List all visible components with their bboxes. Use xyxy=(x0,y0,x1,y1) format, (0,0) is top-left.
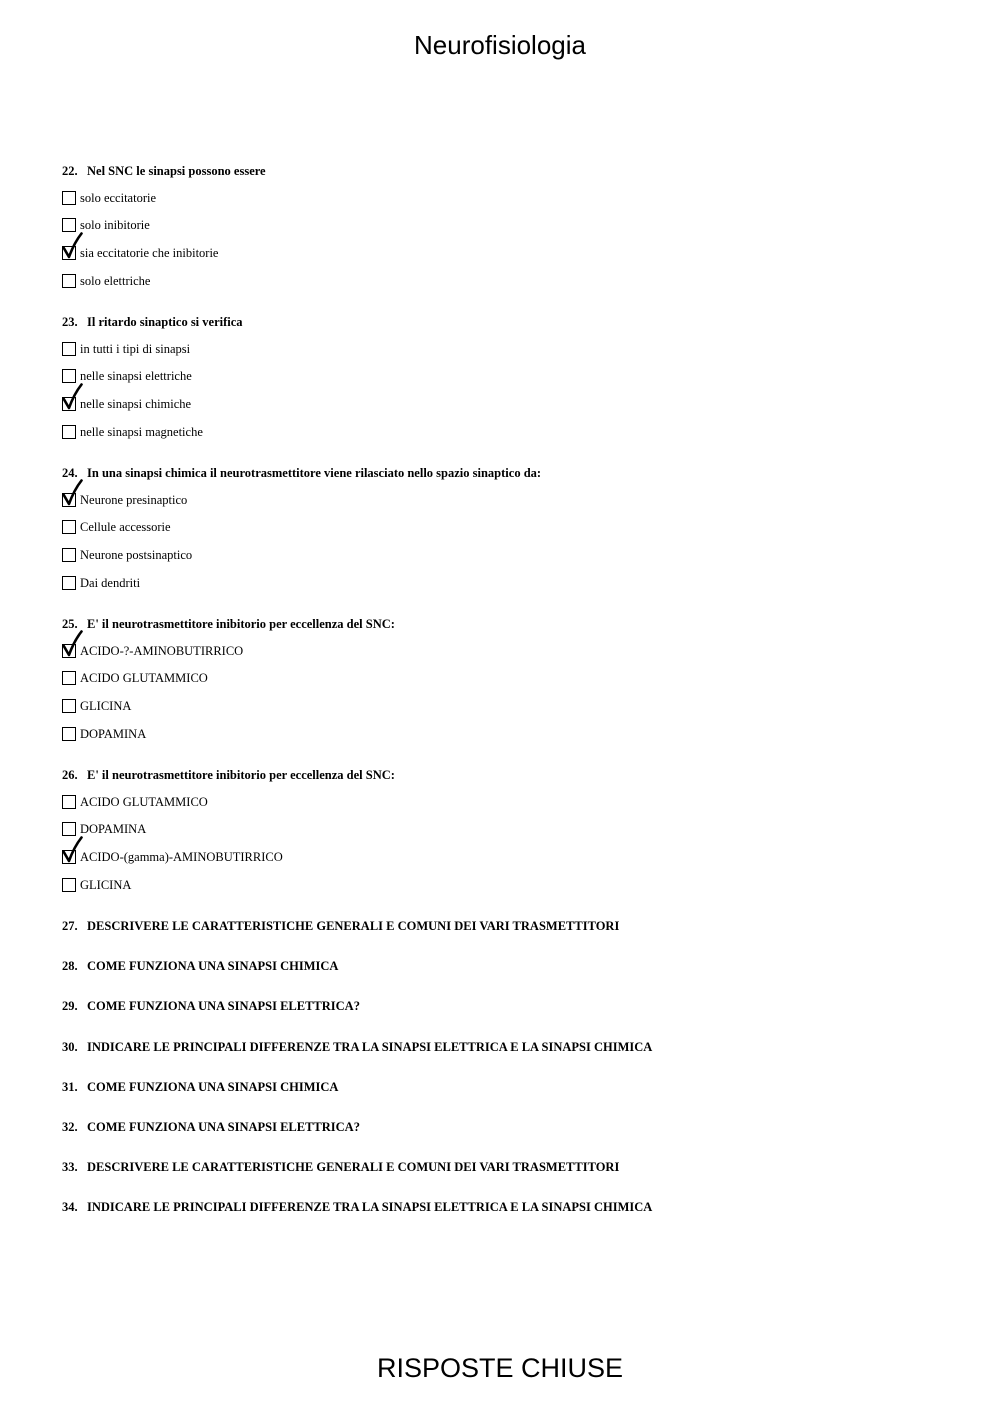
open-question xyxy=(62,1199,652,1215)
option-label: ACIDO-(gamma)-AMINOBUTIRRICO xyxy=(80,849,283,864)
question-text: DESCRIVERE LE CARATTERISTICHE GENERALI E COMUNI DEI VARI TRASMETTITORI xyxy=(87,919,620,933)
question-number: 31. xyxy=(62,1079,78,1094)
question-text: COME FUNZIONA UNA SINAPSI CHIMICA xyxy=(87,1079,339,1094)
question-number: 25. xyxy=(62,617,78,631)
option-label: DOPAMINA xyxy=(80,822,147,837)
answer-option[interactable] xyxy=(62,794,942,810)
option-label: ACIDO GLUTAMMICO xyxy=(80,671,208,686)
question-text: E' il neurotrasmettitore inibitorio per eccellenza del SNC: xyxy=(87,768,395,782)
answer-option[interactable] xyxy=(62,519,942,535)
checkbox[interactable] xyxy=(62,795,76,809)
question-text: INDICARE LE PRINCIPALI DIFFERENZE TRA LA SINAPSI ELETTRICA E LA SINAPSI CHIMICA xyxy=(87,1039,653,1054)
open-question xyxy=(62,1079,338,1095)
question-text: COME FUNZIONA UNA SINAPSI ELETTRICA? xyxy=(87,1120,360,1134)
option-label: ACIDO-?-AMINOBUTIRRICO xyxy=(80,643,244,658)
checkbox[interactable] xyxy=(62,576,76,590)
question-text: In una sinapsi chimica il neurotrasmettitore viene rilasciato nello spazio sinaptico da: xyxy=(87,466,542,480)
answer-option[interactable] xyxy=(62,245,942,261)
option-label: nelle sinapsi elettriche xyxy=(80,369,192,384)
checkbox[interactable] xyxy=(62,671,76,685)
answer-option[interactable] xyxy=(62,575,942,591)
open-question xyxy=(62,998,360,1014)
option-label: Cellule accessorie xyxy=(80,520,171,535)
question-number: 32. xyxy=(62,1120,78,1134)
answer-option[interactable] xyxy=(62,396,942,412)
checkbox[interactable] xyxy=(62,822,76,836)
question-heading xyxy=(62,465,942,481)
option-label: GLICINA xyxy=(80,877,132,892)
question-number: 22. xyxy=(62,164,78,178)
answer-option[interactable] xyxy=(62,849,942,865)
question-text: DESCRIVERE LE CARATTERISTICHE GENERALI E COMUNI DEI VARI TRASMETTITORI xyxy=(87,1160,620,1175)
question-number: 23. xyxy=(62,315,78,329)
answer-option[interactable] xyxy=(62,670,942,686)
question-number: 33. xyxy=(62,1160,78,1175)
option-label: nelle sinapsi chimiche xyxy=(80,396,192,411)
option-label: nelle sinapsi magnetiche xyxy=(80,424,203,439)
question-text: COME FUNZIONA UNA SINAPSI CHIMICA xyxy=(87,959,339,974)
answer-option[interactable] xyxy=(62,821,942,837)
option-label: sia eccitatorie che inibitorie xyxy=(80,245,219,260)
checkbox[interactable] xyxy=(62,191,76,205)
question-block xyxy=(62,163,942,289)
answer-option[interactable] xyxy=(62,190,942,206)
answer-option[interactable] xyxy=(62,341,942,357)
checkbox[interactable] xyxy=(62,218,76,232)
checkbox[interactable] xyxy=(62,274,76,288)
answer-option[interactable] xyxy=(62,273,942,289)
answer-option[interactable] xyxy=(62,726,942,742)
open-question xyxy=(62,1159,619,1175)
checkbox[interactable] xyxy=(62,548,76,562)
question-number: 28. xyxy=(62,959,78,974)
checkbox[interactable] xyxy=(62,699,76,713)
option-label: DOPAMINA xyxy=(80,726,147,741)
open-question xyxy=(62,958,338,974)
page-title: Neurofisiologia xyxy=(414,30,586,60)
option-label: Neurone presinaptico xyxy=(80,492,188,507)
option-label: GLICINA xyxy=(80,698,132,713)
question-number: 26. xyxy=(62,768,78,782)
question-block xyxy=(62,616,942,742)
option-label: in tutti i tipi di sinapsi xyxy=(80,341,191,356)
option-label: ACIDO GLUTAMMICO xyxy=(80,794,208,809)
question-text: COME FUNZIONA UNA SINAPSI ELETTRICA? xyxy=(87,999,360,1014)
answer-option[interactable] xyxy=(62,368,942,384)
open-question xyxy=(62,1039,652,1055)
question-text: Nel SNC le sinapsi possono essere xyxy=(87,164,266,178)
question-number: 29. xyxy=(62,999,78,1014)
question-number: 30. xyxy=(62,1039,78,1054)
question-text: Il ritardo sinaptico si verifica xyxy=(87,315,243,329)
question-text: E' il neurotrasmettitore inibitorio per eccellenza del SNC: xyxy=(87,617,395,631)
option-label: solo elettriche xyxy=(80,273,151,288)
question-block xyxy=(62,767,942,893)
question-heading xyxy=(62,163,942,179)
question-number: 27. xyxy=(62,919,78,933)
question-block xyxy=(62,465,942,591)
open-question xyxy=(62,918,619,934)
answer-option[interactable] xyxy=(62,698,942,714)
answer-option[interactable] xyxy=(62,877,942,893)
checkbox[interactable] xyxy=(62,727,76,741)
option-label: solo inibitorie xyxy=(80,218,150,233)
question-block xyxy=(62,314,942,440)
checkbox[interactable] xyxy=(62,369,76,383)
answer-option[interactable] xyxy=(62,547,942,563)
option-label: Dai dendriti xyxy=(80,575,141,590)
option-label: Neurone postsinaptico xyxy=(80,547,193,562)
question-heading xyxy=(62,767,942,783)
question-number: 24. xyxy=(62,466,78,480)
answer-option[interactable] xyxy=(62,643,942,659)
page-footer: RISPOSTE CHIUSE xyxy=(376,1353,624,1383)
checkbox[interactable] xyxy=(62,520,76,534)
checkbox[interactable] xyxy=(62,425,76,439)
option-label: solo eccitatorie xyxy=(80,190,157,205)
question-number: 34. xyxy=(62,1200,78,1215)
open-question xyxy=(62,1119,360,1135)
checkbox[interactable] xyxy=(62,342,76,356)
question-heading xyxy=(62,616,942,632)
answer-option[interactable] xyxy=(62,217,942,233)
checkbox[interactable] xyxy=(62,878,76,892)
question-heading xyxy=(62,314,942,330)
question-text: INDICARE LE PRINCIPALI DIFFERENZE TRA LA SINAPSI ELETTRICA E LA SINAPSI CHIMICA xyxy=(87,1200,653,1215)
answer-option[interactable] xyxy=(62,492,942,508)
answer-option[interactable] xyxy=(62,424,942,440)
